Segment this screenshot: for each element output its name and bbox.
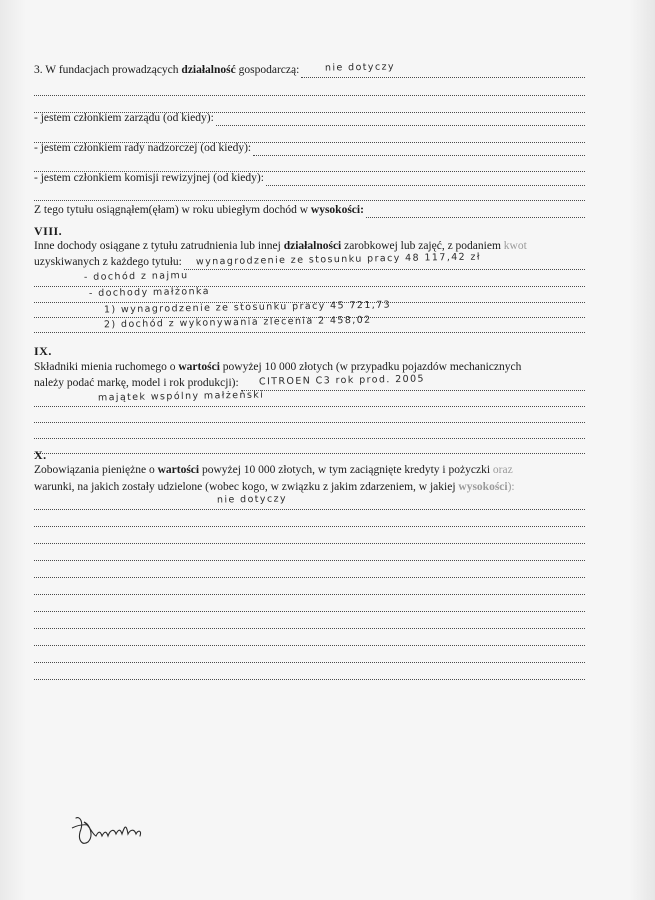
- blank-line: [34, 630, 585, 646]
- section-8-text-post: zarobkowej lub zajęć, z podaniem: [341, 240, 504, 252]
- section-3-title-line: [34, 62, 585, 78]
- blank-field[interactable]: [34, 616, 585, 629]
- section-8-text-faded: kwot: [503, 240, 527, 252]
- supervisory-member-label: - jestem członkiem rady nadzorczej (od kiedy):: [34, 142, 252, 154]
- section-10-numeral: X.: [34, 448, 47, 462]
- section-3-answer: nie dotyczy: [325, 61, 396, 74]
- section-9-answer-1: CITROEN C3 rok prod. 2005: [258, 373, 425, 388]
- supervisory-member-field[interactable]: [253, 143, 585, 156]
- blank-line: [34, 647, 585, 663]
- section-8-answer-field-1[interactable]: [184, 251, 585, 270]
- income-line: [34, 202, 585, 218]
- section-8-answer-5: 2) dochód z wykonywania zlecenia 2 458,02: [103, 314, 372, 331]
- blank-field[interactable]: [34, 650, 585, 663]
- section-10-text-2-post: ):: [507, 481, 515, 493]
- income-label-pre: Z tego tytułu osiągnąłem(ęłam) w roku ubiegłym dochód w: [34, 204, 311, 216]
- blank-line: [34, 664, 585, 680]
- section-3-title-bold: działalność: [181, 64, 236, 76]
- section-8-answer-3: - dochody małżonka: [88, 285, 211, 300]
- section-8-text-2: uzyskiwanych z każdego tytułu:: [34, 256, 182, 268]
- section-10-text-2-pre: warunki, na jakich zostały udzielone (wobec kogo, w związku z jakim zdarzeniem, w jakiej: [34, 481, 459, 493]
- blank-line: [34, 80, 585, 96]
- blank-line: [34, 562, 585, 578]
- blank-field[interactable]: [34, 514, 585, 527]
- section-8-text-bold: działalności: [283, 240, 342, 252]
- blank-line: [34, 423, 585, 439]
- blank-line: [34, 613, 585, 629]
- section-8-answer-4: 1) wynagrodzenie ze stosunku pracy 45 721,73: [103, 299, 392, 316]
- section-8-answer-line-5: [34, 314, 585, 333]
- signature-drawing: [70, 812, 160, 852]
- section-9-numeral: IX.: [34, 344, 52, 358]
- blank-line: [34, 438, 585, 454]
- audit-member-line: [34, 170, 585, 186]
- blank-field[interactable]: [34, 565, 585, 578]
- section-3-title-pre: 3. W fundacjach prowadzących: [34, 64, 182, 76]
- section-10-text-line-2: [34, 479, 595, 495]
- blank-field[interactable]: [34, 410, 585, 423]
- blank-line: [34, 596, 585, 612]
- blank-field[interactable]: [34, 441, 585, 454]
- section-9-answer-line-2: [34, 391, 585, 407]
- income-field[interactable]: [366, 205, 585, 218]
- blank-line: [34, 579, 585, 595]
- section-8-numeral: VIII.: [34, 224, 63, 238]
- section-3-answer-field[interactable]: [301, 61, 585, 78]
- section-10-answer-line-1: [34, 494, 585, 510]
- section-8-answer-1: wynagrodzenie ze stosunku pracy 48 117,42 zł: [195, 251, 481, 268]
- section-10-answer-1: nie dotyczy: [216, 493, 288, 506]
- blank-field[interactable]: [34, 582, 585, 595]
- section-10-text-post: powyżej 10 000 złotych, w tym zaciągnięte kredyty i pożyczki: [199, 464, 493, 476]
- section-9-answer-field-1[interactable]: [241, 373, 585, 391]
- section-9-text-bold: wartości: [178, 361, 220, 373]
- blank-line: [34, 407, 585, 423]
- section-8-text-line-2: [34, 251, 585, 270]
- blank-field[interactable]: [34, 633, 585, 646]
- blank-field[interactable]: [34, 667, 585, 680]
- section-9-answer-field-2[interactable]: [34, 389, 585, 407]
- blank-line: [34, 511, 585, 527]
- section-8-text-pre: Inne dochody osiągane z tytułu zatrudnienia lub innej: [34, 240, 284, 252]
- board-member-field[interactable]: [216, 113, 585, 126]
- blank-field[interactable]: [34, 548, 585, 561]
- section-9-text-line-2: [34, 375, 585, 391]
- section-10-text-2-bold: wysokości: [458, 481, 508, 493]
- blank-field[interactable]: [34, 188, 585, 201]
- section-9-text-2: należy podać markę, model i rok produkcji):: [34, 377, 239, 389]
- blank-line: [34, 185, 585, 201]
- blank-field[interactable]: [34, 599, 585, 612]
- section-10-text-bold: wartości: [157, 464, 200, 476]
- section-3-title-post: gospodarczą:: [235, 64, 300, 76]
- section-9-answer-2: majątek wspólny małżeński: [97, 389, 265, 404]
- supervisory-member-line: [34, 140, 585, 156]
- section-8-answer-2: - dochód z najmu: [83, 270, 189, 283]
- blank-line: [34, 528, 585, 544]
- section-10-text-line-1: [34, 462, 595, 478]
- audit-member-label: - jestem członkiem komisji rewizyjnej (od kiedy):: [34, 172, 264, 184]
- board-member-line: [34, 110, 585, 126]
- section-10-text-faded: oraz: [492, 464, 513, 476]
- blank-field[interactable]: [34, 531, 585, 544]
- board-member-label: - jestem członkiem zarządu (od kiedy):: [34, 112, 214, 124]
- section-9-text-pre: Składniki mienia ruchomego o: [34, 361, 179, 373]
- income-label-bold: wysokości:: [310, 204, 364, 216]
- section-8-answer-field-5[interactable]: [34, 314, 585, 333]
- blank-line: [34, 545, 585, 561]
- section-10-text-pre: Zobowiązania pieniężne o: [34, 464, 158, 476]
- section-9-text-post: powyżej 10 000 złotych (w przypadku pojazdów mechanicznych: [219, 361, 522, 373]
- handwritten-signature-icon: [70, 812, 160, 857]
- section-10-answer-field-1[interactable]: [34, 493, 585, 510]
- blank-field[interactable]: [34, 83, 585, 96]
